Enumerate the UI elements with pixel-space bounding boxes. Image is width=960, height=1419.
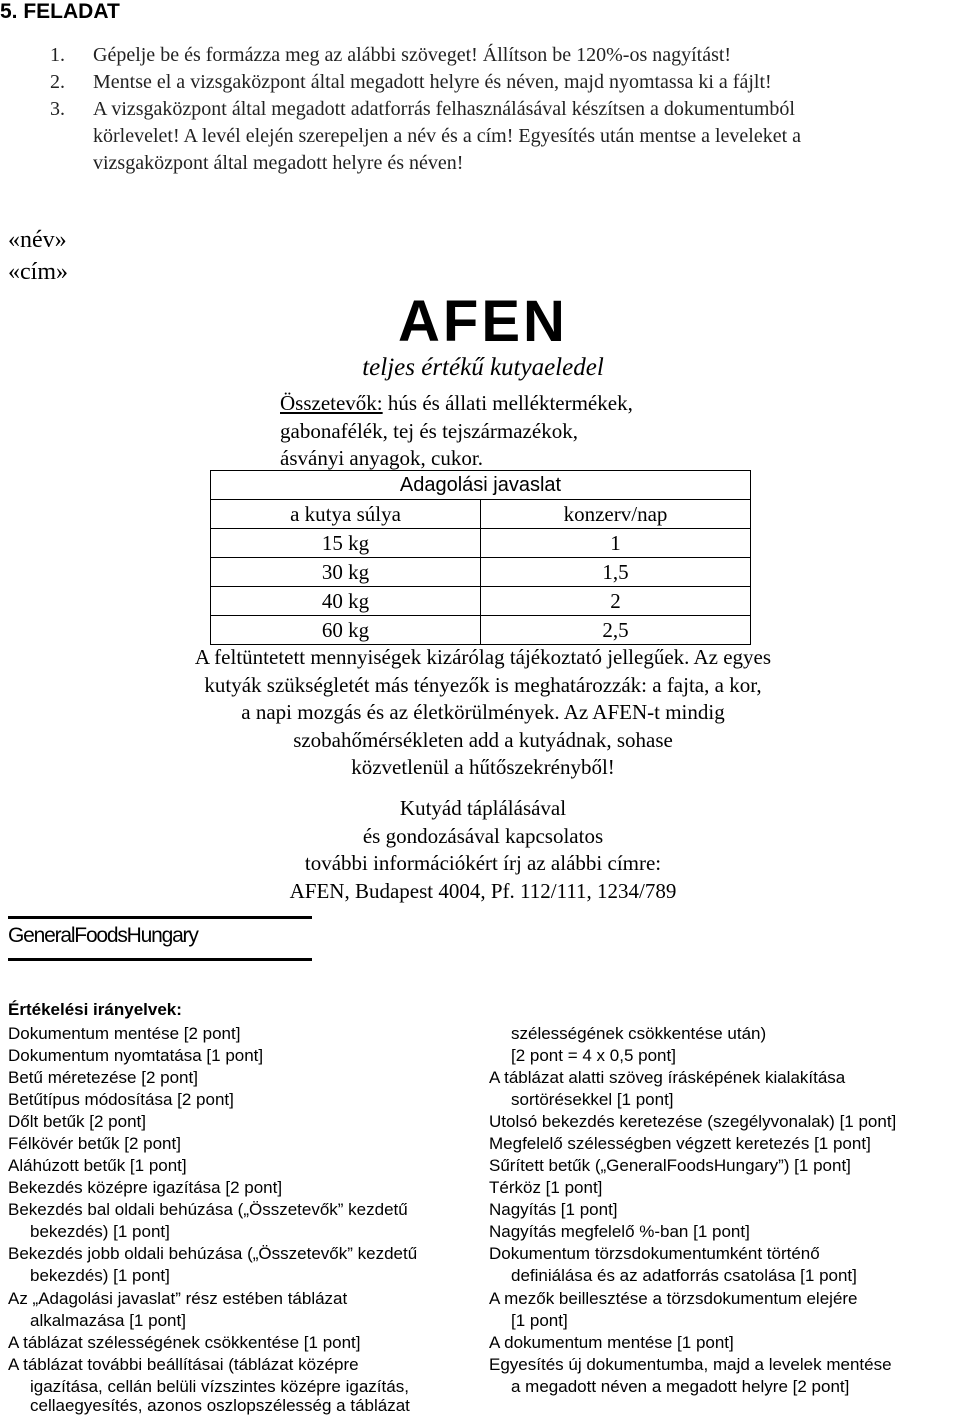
instruction-line: vizsgaközpont által megadott helyre és néven! <box>93 152 464 174</box>
criteria-line: Egyesítés új dokumentumba, majd a levelek mentése <box>489 1355 892 1374</box>
table-row <box>211 529 751 558</box>
table-row <box>211 616 751 645</box>
criteria-line: Utolsó bekezdés keretezése (szegélyvonalak) [1 pont] <box>489 1112 897 1131</box>
evaluation-title: Értékelési irányelvek: <box>8 1000 182 1019</box>
criteria-line: A mezők beillesztése a törzsdokumentum elejére <box>489 1289 858 1308</box>
criteria-line: Sűrített betűk („GeneralFoodsHungary”) [1 pont] <box>489 1156 851 1175</box>
criteria-line: Félkövér betűk [2 pont] <box>8 1134 181 1153</box>
criteria-line: Megfelelő szélességben végzett keretezés [1 pont] <box>489 1134 871 1153</box>
contact-line: AFEN, Budapest 4004, Pf. 112/111, 1234/789 <box>289 879 677 903</box>
criteria-line: Nagyítás [1 pont] <box>489 1200 618 1219</box>
note-line: közvetlenül a hűtőszekrényből! <box>351 755 615 779</box>
ingredients-line: ásványi anyagok, cukor. <box>280 446 483 470</box>
ingredients-label: Összetevők: <box>280 391 383 415</box>
ingredients-line <box>280 391 633 416</box>
brand-top-rule <box>8 916 312 919</box>
criteria-line: Bekezdés jobb oldali behúzása („Összetevők” kezdetű <box>8 1244 418 1263</box>
merge-field-address: «cím» <box>8 259 68 285</box>
criteria-line: [2 pont = 4 x 0,5 pont] <box>511 1046 676 1065</box>
criteria-line: Betűtípus módosítása [2 pont] <box>8 1090 234 1109</box>
criteria-line: Térköz [1 pont] <box>489 1178 603 1197</box>
criteria-line: Nagyítás megfelelő %-ban [1 pont] <box>489 1222 750 1241</box>
column-header: a kutya súlya <box>211 500 481 529</box>
column-header: konzerv/nap <box>481 500 751 529</box>
instruction-line: Gépelje be és formázza meg az alábbi szöveget! Állítson be 120%-os nagyítást! <box>93 44 732 66</box>
note-line: A feltüntetett mennyiségek kizárólag tájékoztató jellegűek. Az egyes <box>194 645 772 669</box>
amount-cell: 2 <box>481 587 751 616</box>
instruction-number: 1. <box>50 44 65 66</box>
amount-cell: 1,5 <box>481 558 751 587</box>
criteria-line: Dőlt betűk [2 pont] <box>8 1112 146 1131</box>
criteria-line: Aláhúzott betűk [1 pont] <box>8 1156 187 1175</box>
merge-field-name: «név» <box>8 227 67 253</box>
instruction-line: A vizsgaközpont által megadott adatforrás felhasználásával készítsen a dokumentumból <box>93 98 795 120</box>
criteria-line: bekezdés) [1 pont] <box>30 1266 170 1285</box>
criteria-line: A táblázat szélességének csökkentése [1 pont] <box>8 1333 361 1352</box>
criteria-line: Az „Adagolási javaslat” rész estében táblázat <box>8 1289 348 1308</box>
note-line: a napi mozgás és az életkörülmények. Az AFEN-t mindig <box>241 700 725 724</box>
amount-cell: 1 <box>481 529 751 558</box>
weight-cell: 40 kg <box>211 587 481 616</box>
criteria-line: Bekezdés középre igazítása [2 pont] <box>8 1178 283 1197</box>
criteria-line: A táblázat alatti szöveg írásképének kialakítása <box>489 1068 846 1087</box>
criteria-line: Bekezdés bal oldali behúzása („Összetevők” kezdetű <box>8 1200 408 1219</box>
instruction-number: 2. <box>50 71 65 93</box>
dosage-table <box>210 470 751 645</box>
criteria-line: alkalmazása [1 pont] <box>30 1311 186 1330</box>
criteria-line: bekezdés) [1 pont] <box>30 1222 170 1241</box>
criteria-line: A táblázat további beállításai (táblázat középre <box>8 1355 359 1374</box>
contact-line: Kutyád táplálásával <box>399 796 567 820</box>
brand-bottom-rule <box>8 958 312 961</box>
contact-line: és gondozásával kapcsolatos <box>362 824 604 848</box>
amount-cell: 2,5 <box>481 616 751 645</box>
instruction-number: 3. <box>50 98 65 120</box>
note-line: kutyák szükségletét más tényezők is meghatározzák: a fajta, a kor, <box>204 673 762 697</box>
criteria-line: Dokumentum nyomtatása [1 pont] <box>8 1046 264 1065</box>
criteria-line: Betű méretezése [2 pont] <box>8 1068 198 1087</box>
weight-cell: 15 kg <box>211 529 481 558</box>
table-row <box>211 500 751 529</box>
instruction-line: Mentse el a vizsgaközpont által megadott helyre és néven, majd nyomtassa ki a fájlt! <box>93 71 772 93</box>
criteria-line: Dokumentum mentése [2 pont] <box>8 1024 241 1043</box>
product-title: AFEN <box>398 289 568 354</box>
contact-line: további információkért írj az alábbi címre: <box>304 851 662 875</box>
note-line: szobahőmérsékleten add a kutyádnak, sohase <box>293 728 673 752</box>
instruction-line: körlevelet! A levél elején szerepeljen a név és a cím! Egyesítés után mentse a leveleket a <box>93 125 802 147</box>
dosage-title: Adagolási javaslat <box>211 471 751 500</box>
weight-cell: 30 kg <box>211 558 481 587</box>
brand-name: GeneralFoodsHungary <box>8 924 198 947</box>
ingredients-line: gabonafélék, tej és tejszármazékok, <box>280 419 578 443</box>
product-subtitle: teljes értékű kutyaeledel <box>362 354 604 381</box>
criteria-line: Dokumentum törzsdokumentumként történő <box>489 1244 820 1263</box>
ingredients-text: hús és állati melléktermékek, <box>382 391 633 415</box>
criteria-line: a megadott néven a megadott helyre [2 pont] <box>511 1377 850 1396</box>
criteria-line: cellaegyesítés, azonos oszlopszélesség a táblázat <box>30 1396 410 1415</box>
weight-cell: 60 kg <box>211 616 481 645</box>
table-row <box>211 558 751 587</box>
criteria-line: sortörésekkel [1 pont] <box>511 1090 674 1109</box>
table-row <box>211 587 751 616</box>
criteria-line: A dokumentum mentése [1 pont] <box>489 1333 734 1352</box>
criteria-line: szélességének csökkentése után) <box>511 1024 767 1043</box>
criteria-line: definiálása és az adatforrás csatolása [1 pont] <box>511 1266 857 1285</box>
criteria-line: igazítása, cellán belüli vízszintes középre igazítás, <box>30 1377 409 1396</box>
table-row <box>211 471 751 500</box>
criteria-line: [1 pont] <box>511 1311 568 1330</box>
task-heading: 5. FELADAT <box>0 0 120 23</box>
